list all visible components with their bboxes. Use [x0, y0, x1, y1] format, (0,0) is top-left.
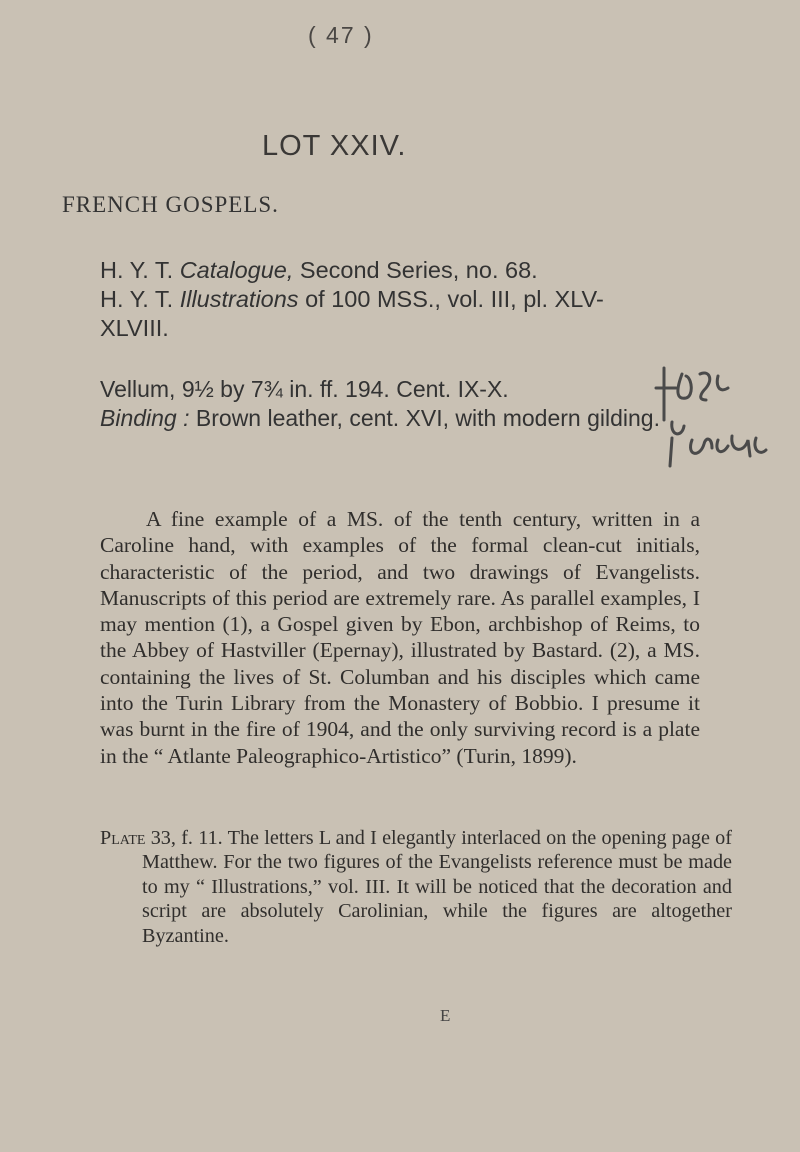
reference-catalogue — [100, 256, 538, 285]
ref2-prefix: H. Y. T. — [100, 286, 180, 312]
ref1-rest: Second Series, no. 68. — [293, 257, 538, 283]
plate-note — [100, 826, 732, 948]
ref2-rest: of 100 MSS., vol. III, pl. XLV-XLVIII. — [100, 286, 604, 341]
page-number: ( 47 ) — [308, 22, 374, 48]
plate-text: 33, f. 11. The letters L and I elegantly interlaced on the opening page of Matthew. For the two figures of the Evangelists reference must be made to my “ Illustrations,” vol. III. It will be noticed that the decoration and script are absolutely Carolinian, while the figures are altogether Byzantine. — [142, 827, 732, 947]
binding-description — [100, 405, 660, 432]
vellum-description: Vellum, 9½ by 7¾ in. ff. 194. Cent. IX-X. — [100, 376, 509, 402]
handwritten-annotation-icon — [652, 360, 772, 470]
subject-heading: FRENCH GOSPELS. — [62, 192, 279, 217]
signature-mark: E — [440, 1006, 451, 1025]
ref1-prefix: H. Y. T. — [100, 257, 180, 283]
plate-label: Plate — [100, 827, 146, 849]
ref2-italic: Illustrations — [179, 286, 299, 312]
binding-label: Binding : — [100, 405, 190, 431]
reference-illustrations — [100, 285, 660, 343]
binding-text: Brown leather, cent. XVI, with modern gilding. — [189, 405, 660, 431]
lot-title: LOT XXIV. — [262, 130, 407, 162]
ref1-italic: Catalogue, — [179, 257, 294, 283]
main-paragraph: A fine example of a MS. of the tenth century, written in a Caroline hand, with examples of the formal clean-cut initials, characteristic of the period, and two drawings of Evangelists. Manuscripts of this period are extremely rare. As parallel examples, I may mention (1), a Gospel given by Ebon, archbishop of Reims, to the Abbey of Hastviller (Epernay), illustrated by Bastard. (2), a MS. containing the lives of St. Columban and his disciples which came into the Turin Library from the Monastery of Bobbio. I presume it was burnt in the fire of 1904, and the only surviving record is a plate in the “ Atlante Paleographico-Artistico” (Turin, 1899). — [100, 507, 700, 768]
